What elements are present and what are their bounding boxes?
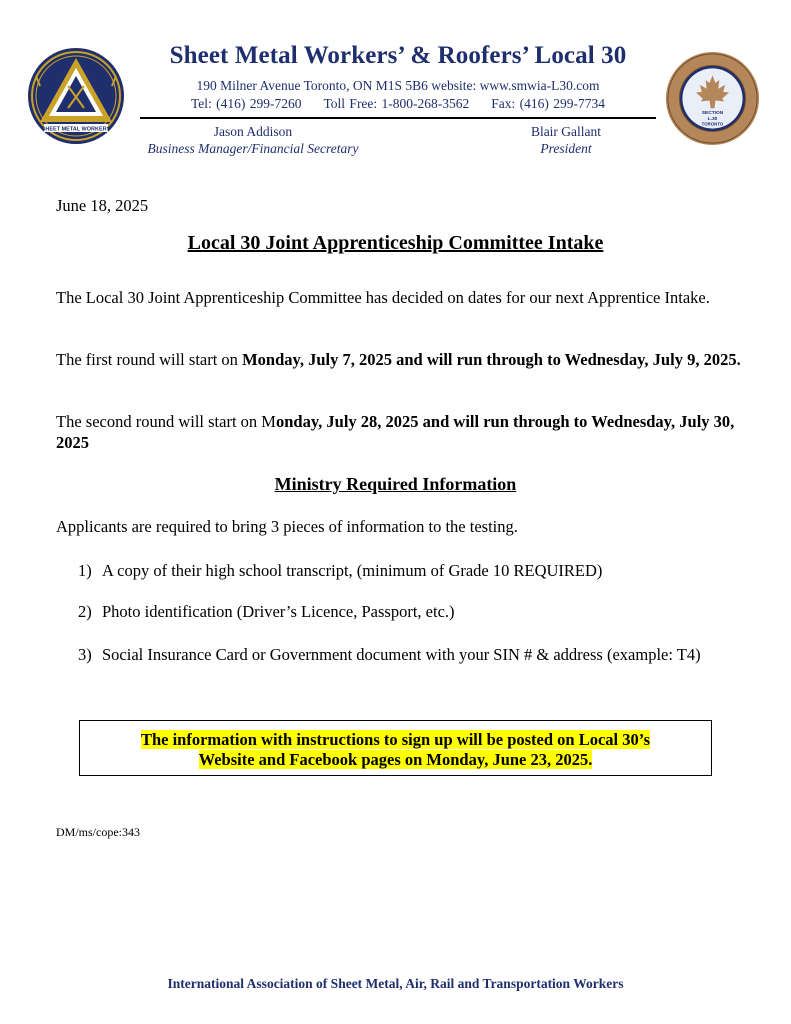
list-item-text: Photo identification (Driver’s Licence, Passport, etc.) xyxy=(102,602,455,621)
officer-2-name: Blair Gallant xyxy=(530,124,602,139)
list-item xyxy=(78,560,746,581)
svg-text:SHEET METAL WORKERS: SHEET METAL WORKERS xyxy=(41,126,111,133)
list-item-text: Social Insurance Card or Government document with your SIN # & address (example: T4) xyxy=(102,645,701,664)
second-round-paragraph xyxy=(56,411,746,453)
letterhead-divider xyxy=(140,117,656,119)
page-title: Local 30 Joint Apprenticeship Committee Intake xyxy=(187,232,604,254)
svg-text:TORONTO: TORONTO xyxy=(701,121,724,127)
letter-date: June 18, 2025 xyxy=(56,196,149,215)
first-round-dates: Monday, July 7, 2025 and will run through to Wednesday, July 9, 2025. xyxy=(242,350,741,369)
footer-text: International Association of Sheet Metal, Air, Rail and Transportation Workers xyxy=(167,976,624,991)
maple-leaf-seal-icon xyxy=(664,50,761,147)
list-item-number: 3) xyxy=(78,645,92,664)
smwia-triangle-seal-icon xyxy=(26,46,126,146)
first-round-lead: The first round will start on xyxy=(56,350,243,369)
list-item-text: A copy of their high school transcript, (minimum of Grade 10 REQUIRED) xyxy=(102,561,603,580)
list-item xyxy=(78,644,746,665)
address-line: 190 Milner Avenue Toronto, ON M1S 5B6 website: www.smwia-L30.com xyxy=(196,78,600,93)
toll-free-text: Toll Free: 1-800-268-3562 xyxy=(323,96,470,111)
officer-1-title: Business Manager/Financial Secretary xyxy=(147,141,359,156)
notice-text xyxy=(79,730,712,770)
svg-text:L.30: L.30 xyxy=(707,116,718,122)
tel-text: Tel: (416) 299-7260 xyxy=(190,96,302,111)
notice-line-1: The information with instructions to sign up will be posted on Local 30’s xyxy=(140,730,651,749)
second-round-lead: The second round will start on M xyxy=(56,412,276,431)
reference-code: DM/ms/cope:343 xyxy=(56,825,140,839)
intro-paragraph: The Local 30 Joint Apprenticeship Committee has decided on dates for our next Apprentice Intake. xyxy=(56,288,710,307)
section-title: Ministry Required Information xyxy=(274,474,517,494)
list-item xyxy=(78,601,746,622)
second-round-dates: onday, July 28, 2025 and will run through to Wednesday, July 30, 2025 xyxy=(56,412,735,452)
requirements-intro: Applicants are required to bring 3 pieces of information to the testing. xyxy=(56,517,518,536)
contact-line xyxy=(142,96,654,112)
notice-line-2: Website and Facebook pages on Monday, June 23, 2025. xyxy=(198,750,593,769)
fax-text: Fax: (416) 299-7734 xyxy=(491,96,606,111)
svg-text:SECTION: SECTION xyxy=(701,111,724,117)
organization-name: Sheet Metal Workers’ & Roofers’ Local 30 xyxy=(169,42,627,69)
officer-2-title: President xyxy=(540,141,592,156)
officer-1-name: Jason Addison xyxy=(213,124,293,139)
first-round-paragraph xyxy=(56,349,746,370)
list-item-number: 1) xyxy=(78,561,92,580)
list-item-number: 2) xyxy=(78,602,92,621)
